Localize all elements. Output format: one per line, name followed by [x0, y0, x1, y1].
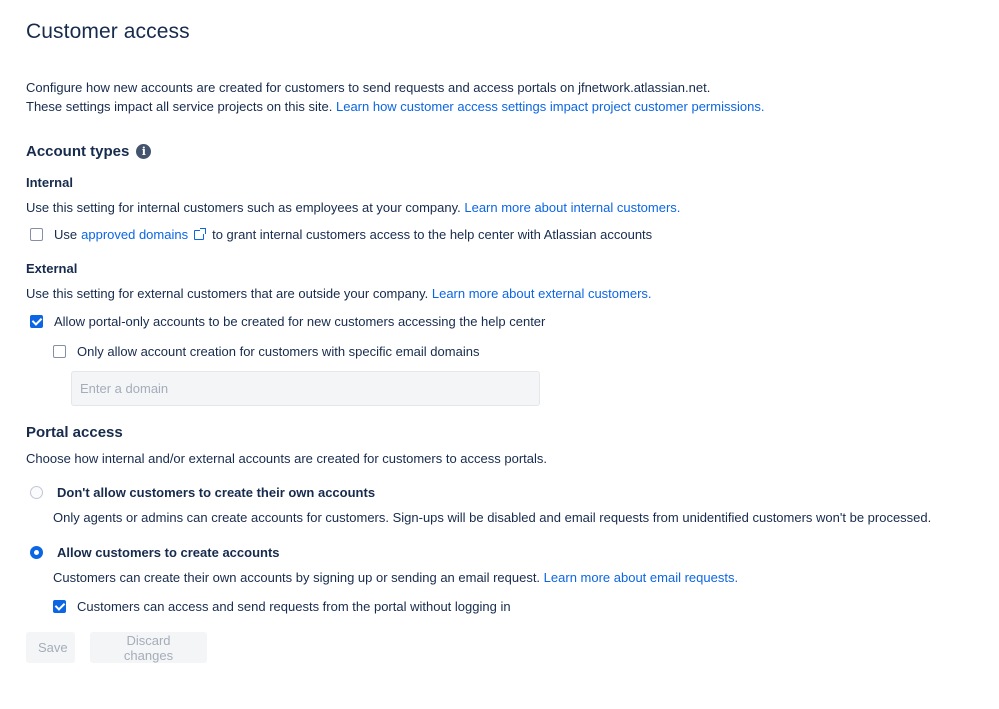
specific-domains-row: [53, 344, 479, 359]
email-requests-link[interactable]: Learn more about email requests.: [543, 570, 739, 585]
internal-customers-link[interactable]: Learn more about internal customers.: [464, 200, 681, 215]
description-line-2: [26, 97, 764, 116]
anonymous-access-row: [53, 599, 511, 614]
specific-domains-checkbox[interactable]: [53, 345, 66, 358]
allow-signup-radio[interactable]: [30, 546, 43, 559]
anonymous-access-checkbox[interactable]: [53, 600, 66, 613]
external-description: [26, 286, 652, 301]
external-description-text: Use this setting for external customers that are outside your company.: [26, 286, 429, 301]
account-types-heading-label: Account types: [26, 143, 130, 160]
domain-input[interactable]: [71, 371, 540, 406]
no-self-signup-radio[interactable]: [30, 486, 43, 499]
no-self-signup-description: Only agents or admins can create accounts for customers. Sign-ups will be disabled and email requests from unidentified customers won't be processed.: [53, 510, 932, 525]
approved-domains-prefix: Use: [54, 227, 78, 242]
allow-signup-option[interactable]: [30, 545, 280, 560]
page-title: Customer access: [26, 20, 190, 43]
external-link-icon: [194, 230, 204, 240]
approved-domains-checkbox[interactable]: [30, 228, 43, 241]
info-icon[interactable]: i: [136, 144, 151, 159]
description-line-1: Configure how new accounts are created for customers to send requests and access portals on jfnetwork.atlassian.net.: [26, 80, 711, 95]
allow-signup-label: Allow customers to create accounts: [57, 545, 280, 560]
external-heading: External: [26, 261, 78, 276]
internal-heading: Internal: [26, 175, 73, 190]
approved-domains-suffix: to grant internal customers access to the help center with Atlassian accounts: [212, 227, 653, 242]
portal-access-description: Choose how internal and/or external accounts are created for customers to access portals.: [26, 451, 547, 466]
portal-only-accounts-label: Allow portal-only accounts to be created for new customers accessing the help center: [54, 314, 546, 329]
approved-domains-row: [30, 227, 652, 242]
page-description: [26, 78, 764, 116]
portal-only-accounts-checkbox[interactable]: [30, 315, 43, 328]
internal-description-text: Use this setting for internal customers such as employees at your company.: [26, 200, 461, 215]
no-self-signup-option[interactable]: [30, 485, 375, 500]
allow-signup-description: [53, 570, 738, 585]
portal-access-heading: Portal access: [26, 424, 123, 441]
customer-permissions-link[interactable]: Learn how customer access settings impact project customer permissions.: [335, 99, 765, 114]
description-line-2-text: These settings impact all service projects on this site.: [26, 99, 333, 114]
portal-only-accounts-row: [30, 314, 545, 329]
external-customers-link[interactable]: Learn more about external customers.: [431, 286, 652, 301]
specific-domains-label: Only allow account creation for customers with specific email domains: [77, 344, 480, 359]
discard-changes-button[interactable]: Discard changes: [90, 632, 207, 663]
no-self-signup-label: Don't allow customers to create their own accounts: [57, 485, 376, 500]
account-types-heading: [26, 143, 151, 160]
internal-description: [26, 200, 680, 215]
save-button[interactable]: Save: [26, 632, 75, 663]
approved-domains-link[interactable]: approved domains: [81, 227, 189, 242]
anonymous-access-label: Customers can access and send requests from the portal without logging in: [77, 599, 511, 614]
allow-signup-description-text: Customers can create their own accounts by signing up or sending an email request.: [53, 570, 541, 585]
